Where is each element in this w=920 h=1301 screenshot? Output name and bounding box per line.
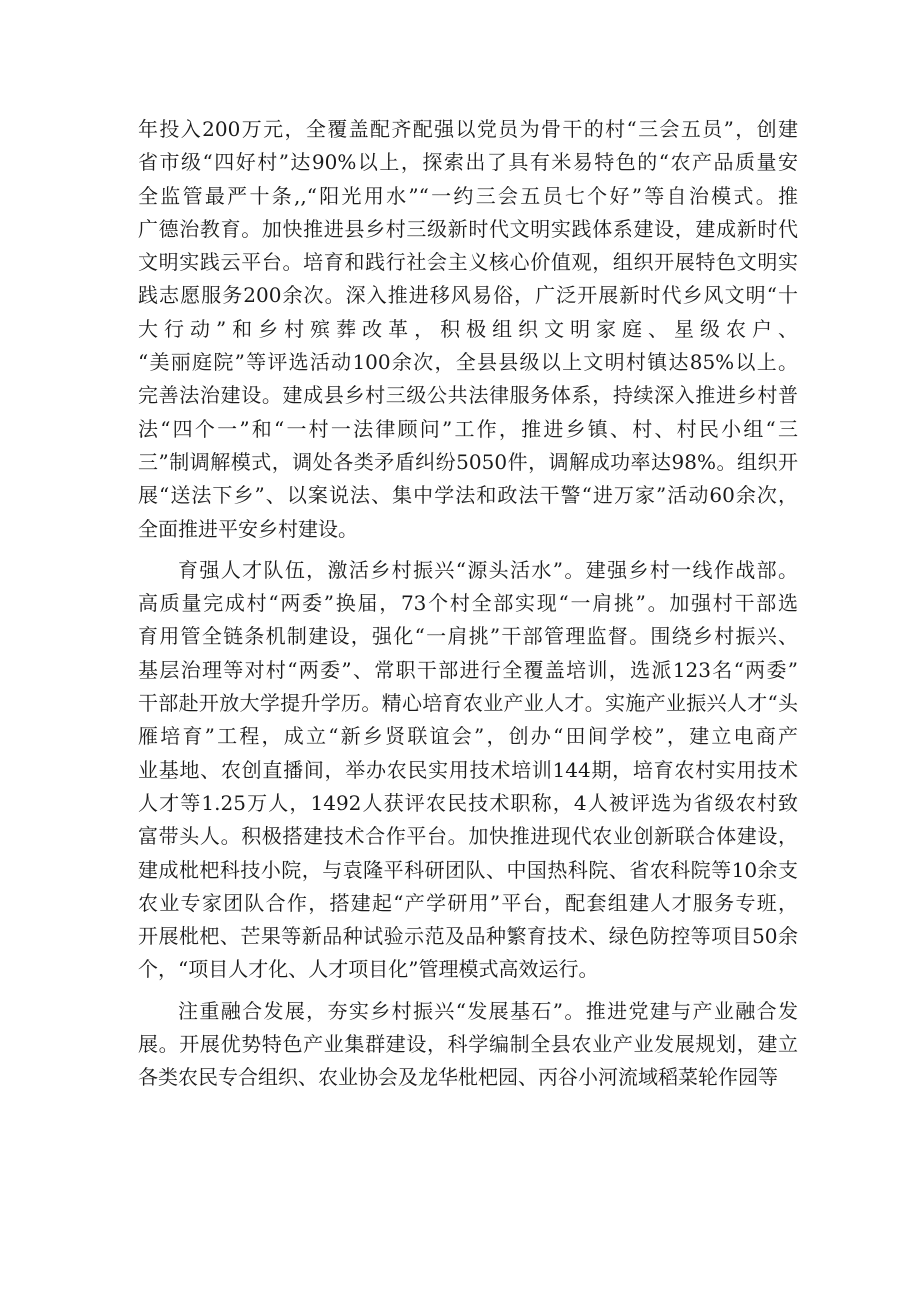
paragraph (138, 995, 798, 1095)
text-line: 育强人才队伍，激活乡村振兴“源头活水”。建强乡村一线作战部。 (178, 557, 798, 582)
text-line: 各类农民专合组织、农业协会及龙华枇杷园、丙谷小河流域稻菜轮作园等 (138, 1065, 778, 1090)
text-line: 干部赴开放大学提升学历。精心培育农业产业人才。实施产业振兴人才“头 (138, 691, 798, 716)
document-body (138, 113, 798, 1095)
text-line: 广德治教育。加快推进县乡村三级新时代文明实践体系建设，建成新时代 (138, 216, 798, 241)
text-line: 育用管全链条机制建设，强化“一肩挑”干部管理监督。围绕乡村振兴、 (138, 624, 798, 649)
text-line: 人才等1.25万人，1492人获评农民技术职称，4人被评选为省级农村致 (138, 790, 798, 815)
text-line: 年投入200万元，全覆盖配齐配强以党员为骨干的村“三会五员”，创建 (138, 117, 798, 141)
text-line: 富带头人。积极搭建技术合作平台。加快推进现代农业创新联合体建设， (138, 824, 798, 849)
text-line: 完善法治建设。建成县乡村三级公共法律服务体系，持续深入推进乡村普 (138, 383, 798, 408)
text-line: 全面推进平安乡村建设。 (138, 516, 358, 541)
text-line: 个，“项目人才化、人才项目化”管理模式高效运行。 (138, 957, 599, 982)
paragraph (138, 554, 798, 987)
text-line: 高质量完成村“两委”换届，73个村全部实现“一肩挑”。加强村干部选 (138, 591, 798, 616)
text-line: 文明实践云平台。培育和践行社会主义核心价值观，组织开展特色文明实 (138, 250, 798, 275)
text-line: 雁培育”工程，成立“新乡贤联谊会”，创办“田间学校”，建立电商产 (138, 724, 798, 749)
paragraph (138, 113, 798, 546)
text-line: 三”制调解模式，调处各类矛盾纠纷5050件，调解成功率达98%。组织开 (138, 449, 798, 474)
text-line: 农业专家团队合作，搭建起“产学研用”平台，配套组建人才服务专班， (138, 890, 798, 915)
text-line: 展“送法下乡”、以案说法、集中学法和政法干警“进万家”活动60余次， (138, 483, 798, 508)
text-line: 注重融合发展，夯实乡村振兴“发展基石”。推进党建与产业融合发 (178, 998, 798, 1023)
text-line: 全监管最严十条,,“阳光用水”“一约三会五员七个好”等自治模式。推 (138, 183, 798, 208)
paragraph-gap (138, 546, 798, 554)
text-line: 省市级“四好村”达90%以上，探索出了具有米易特色的“农产品质量安 (138, 150, 798, 175)
text-line: 开展枇杷、芒果等新品种试验示范及品种繁育技术、绿色防控等项目50余 (138, 924, 798, 949)
text-line: 法“四个一”和“一村一法律顾问”工作，推进乡镇、村、村民小组“三 (138, 416, 798, 441)
text-line: 基层治理等对村“两委”、常职干部进行全覆盖培训，选派123名“两委” (138, 657, 798, 682)
text-line: 大行动”和乡村殡葬改革，积极组织文明家庭、星级农户、 (138, 316, 798, 341)
paragraph-gap (138, 987, 798, 995)
text-line: 建成枇杷科技小院，与袁隆平科研团队、中国热科院、省农科院等10余支 (138, 857, 798, 882)
text-line: 践志愿服务200余次。深入推进移风易俗，广泛开展新时代乡风文明“十 (138, 283, 798, 308)
text-line: 业基地、农创直播间，举办农民实用技术培训144期，培育农村实用技术 (138, 757, 798, 782)
text-line: “美丽庭院”等评选活动100余次，全县县级以上文明村镇达85%以上。 (138, 350, 798, 375)
text-line: 展。开展优势特色产业集群建设，科学编制全县农业产业发展规划，建立 (138, 1032, 798, 1057)
